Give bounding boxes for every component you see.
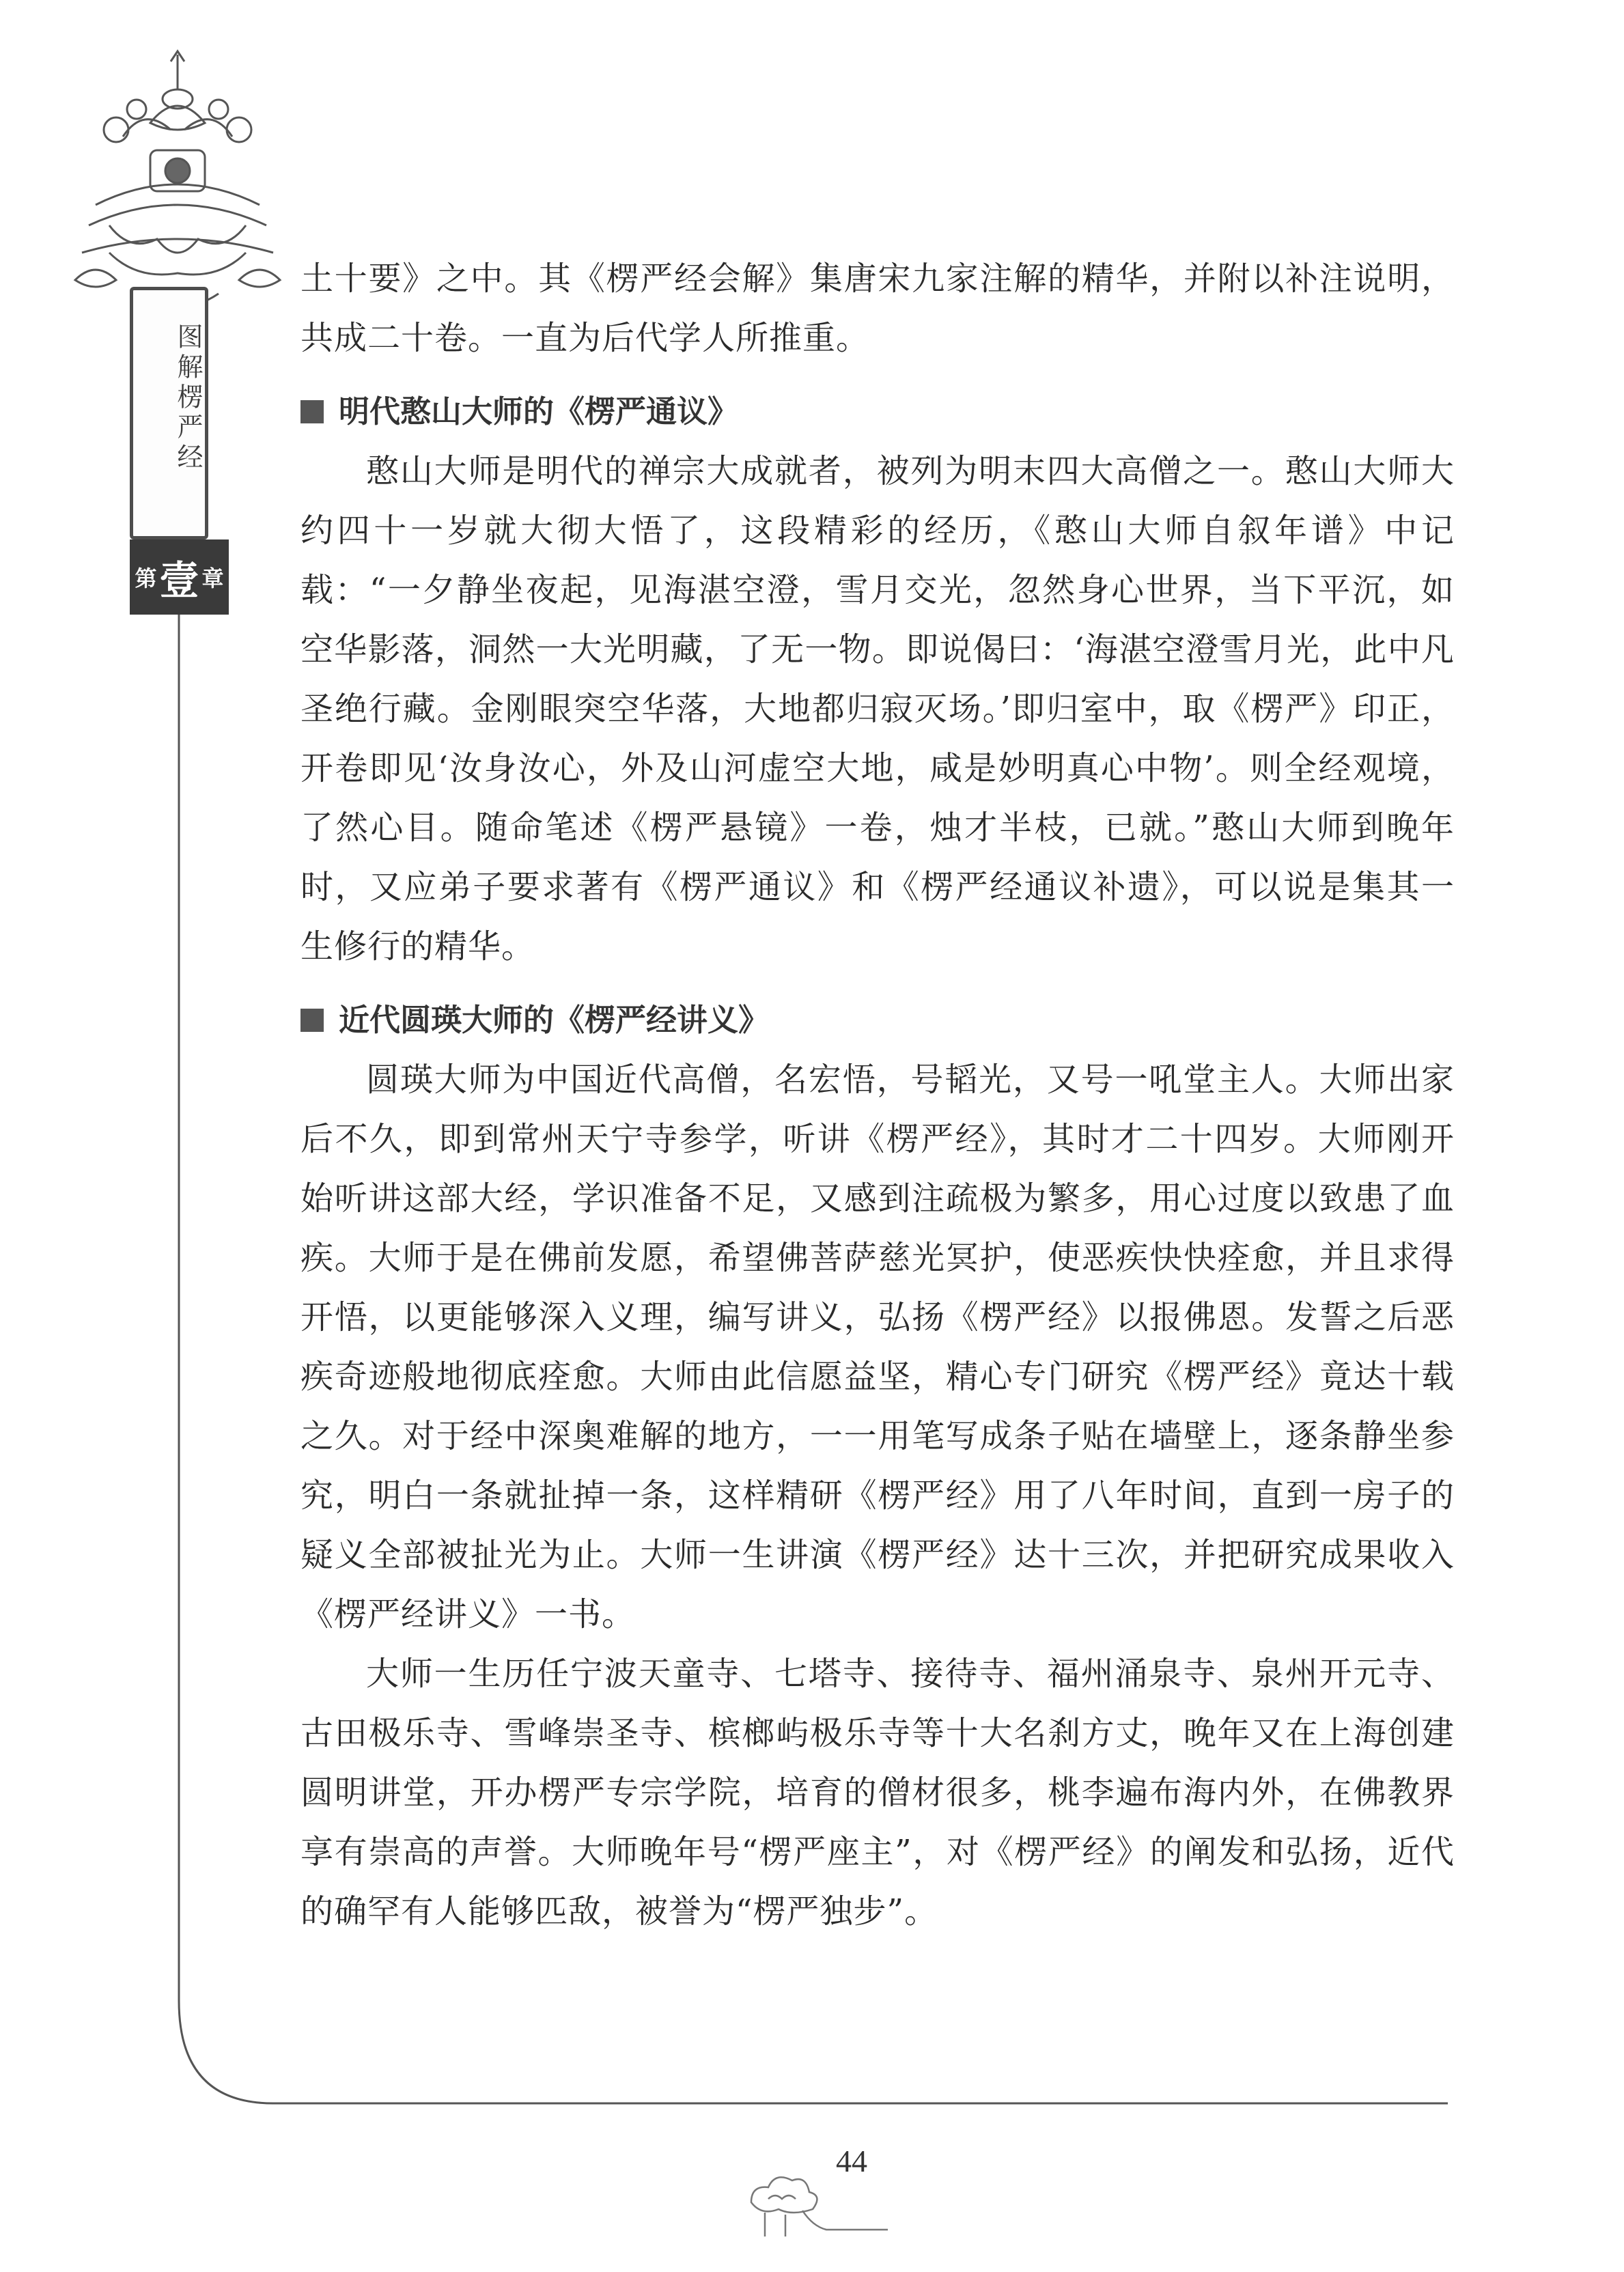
section-heading-text: 明代憨山大师的《楞严通议》 [339, 393, 739, 430]
body-paragraph: 圆瑛大师为中国近代高僧，名宏悟，号韬光，又号一吼堂主人。大师出家后不久，即到常州天宁寺参学，听讲《楞严经》，其时才二十四岁。大师刚开始听讲这部大经，学识准备不足，又感到注疏极为繁多，用心过度以致患了血疾。大师于是在佛前发愿，希望佛菩萨慈光冥护，使恶疾快快痊愈，并且求得开悟，以更能够深入义理，编写讲义，弘扬《楞严经》以报佛恩。发誓之后恶疾奇迹般地彻底痊愈。大师由此信愿益坚，精心专门研究《楞严经》竟达十载之久。对于经中深奥难解的地方，一一用笔写成条子贴在墙壁上，逐条静坐参究，明白一条就扯掉一条，这样精研《楞严经》用了八年时间，直到一房子的疑义全部被扯光为止。大师一生讲演《楞严经》达十三次，并把研究成果收入《楞严经讲义》一书。 [300, 1061, 1455, 1633]
body-paragraph: 憨山大师是明代的禅宗大成就者，被列为明末四大高僧之一。憨山大师大约四十一岁就大彻大悟了，这段精彩的经历，《憨山大师自叙年谱》中记载：“一夕静坐夜起，见海湛空澄，雪月交光，忽然身心世界，当下平沉，如空华影落，洞然一大光明藏，了无一物。即说偈曰：‘海湛空澄雪月光，此中凡圣绝行藏。金刚眼突空华落，大地都归寂灭场。’即归室中，取《楞严》印正，开卷即见‘汝身汝心，外及山河虚空大地，咸是妙明真心中物’。则全经观境，了然心目。随命笔述《楞严悬镜》一卷，烛才半枝，已就。”憨山大师到晚年时，又应弟子要求著有《楞严通议》和《楞严经通议补遗》，可以说是集其一生修行的精华。 [300, 452, 1455, 966]
chapter-number: 壹 [159, 557, 199, 604]
chapter-marker [130, 539, 229, 615]
section-heading-yuanying [300, 1000, 1455, 1041]
heading-bullet-square-icon [300, 400, 324, 423]
cloud-ornament-icon [738, 2161, 901, 2243]
side-book-title: 图解楞严经 [173, 323, 203, 473]
intro-paragraph: 土十要》之中。其《楞严经会解》集唐宋九家注解的精华，并附以补注说明，共成二十卷。一直为后代学人所推重。 [300, 260, 1455, 357]
page-number: 44 [836, 2144, 867, 2178]
body-paragraph: 大师一生历任宁波天童寺、七塔寺、接待寺、福州涌泉寺、泉州开元寺、古田极乐寺、雪峰崇圣寺、槟榔屿极乐寺等十大名刹方丈，晚年又在上海创建圆明讲堂，开办楞严专宗学院，培育的僧材很多，桃李遍布海内外，在佛教界享有崇高的声誉。大师晚年号“楞严座主”，对《楞严经》的阐发和弘扬，近代的确罕有人能够匹敌，被誉为“楞严独步”。 [300, 1655, 1455, 1931]
section-heading-text: 近代圆瑛大师的《楞严经讲义》 [339, 1002, 770, 1038]
side-book-title-tab [130, 287, 208, 539]
chapter-suffix: 章 [201, 565, 224, 591]
main-text-content [300, 249, 1455, 1941]
heading-bullet-square-icon [300, 1009, 324, 1032]
chapter-prefix: 第 [135, 565, 157, 591]
section-heading-hanshan [300, 391, 1455, 432]
